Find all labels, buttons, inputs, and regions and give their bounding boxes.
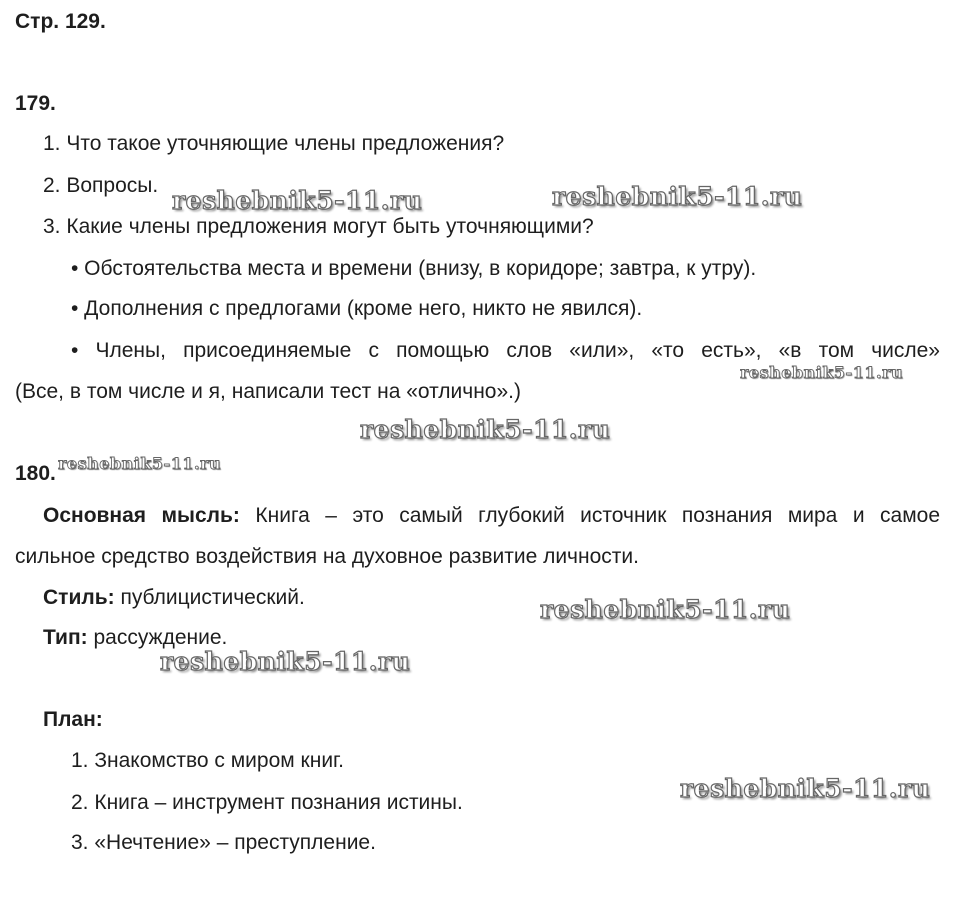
question-item-1: 1. Что такое уточняющие члены предложения? xyxy=(43,132,505,155)
watermark: reshebnik5-11.ru xyxy=(740,363,904,382)
main-idea-line-2: сильное средство воздействия на духовное развитие личности. xyxy=(15,545,639,568)
exercise-179-number: 179. xyxy=(15,92,56,115)
plan-item-3: 3. «Нечтение» – преступление. xyxy=(71,831,376,854)
plan-label: План: xyxy=(43,708,103,731)
style-label: Стиль: xyxy=(43,586,115,609)
watermark: reshebnik5-11.ru xyxy=(540,595,791,624)
plan-item-1: 1. Знакомство с миром книг. xyxy=(71,749,344,772)
main-idea-text: Книга – это самый глубокий источник познания мира и самое xyxy=(239,504,940,527)
bullet-continuation: (Все, в том числе и я, написали тест на «отлично».) xyxy=(15,380,521,403)
watermark: reshebnik5-11.ru xyxy=(552,182,803,211)
style-value: публицистический. xyxy=(114,586,305,609)
exercise-180-number: 180. xyxy=(15,462,56,485)
bullet-item-1: • Обстоятельства места и времени (внизу, в коридоре; завтра, к утру). xyxy=(71,257,757,280)
main-idea-line xyxy=(43,505,940,526)
watermark: reshebnik5-11.ru xyxy=(172,186,423,215)
type-label: Тип: xyxy=(43,626,88,649)
watermark: reshebnik5-11.ru xyxy=(160,647,411,676)
type-line xyxy=(43,627,227,648)
bullet-item-2: • Дополнения с предлогами (кроме него, никто не явился). xyxy=(71,297,643,320)
plan-item-2: 2. Книга – инструмент познания истины. xyxy=(71,791,463,814)
page-header: Стр. 129. xyxy=(15,10,106,33)
watermark: reshebnik5-11.ru xyxy=(58,454,222,473)
watermark: reshebnik5-11.ru xyxy=(680,774,931,803)
bullet-item-3: • Члены, присоединяемые с помощью слов «или», «то есть», «в том числе» xyxy=(71,339,940,362)
watermark: reshebnik5-11.ru xyxy=(360,415,611,444)
main-idea-label: Основная мысль: xyxy=(43,504,240,527)
style-line xyxy=(43,587,305,608)
question-item-2: 2. Вопросы. xyxy=(43,174,159,197)
type-value: рассуждение. xyxy=(87,626,228,649)
question-item-3: 3. Какие члены предложения могут быть уточняющими? xyxy=(43,215,594,238)
